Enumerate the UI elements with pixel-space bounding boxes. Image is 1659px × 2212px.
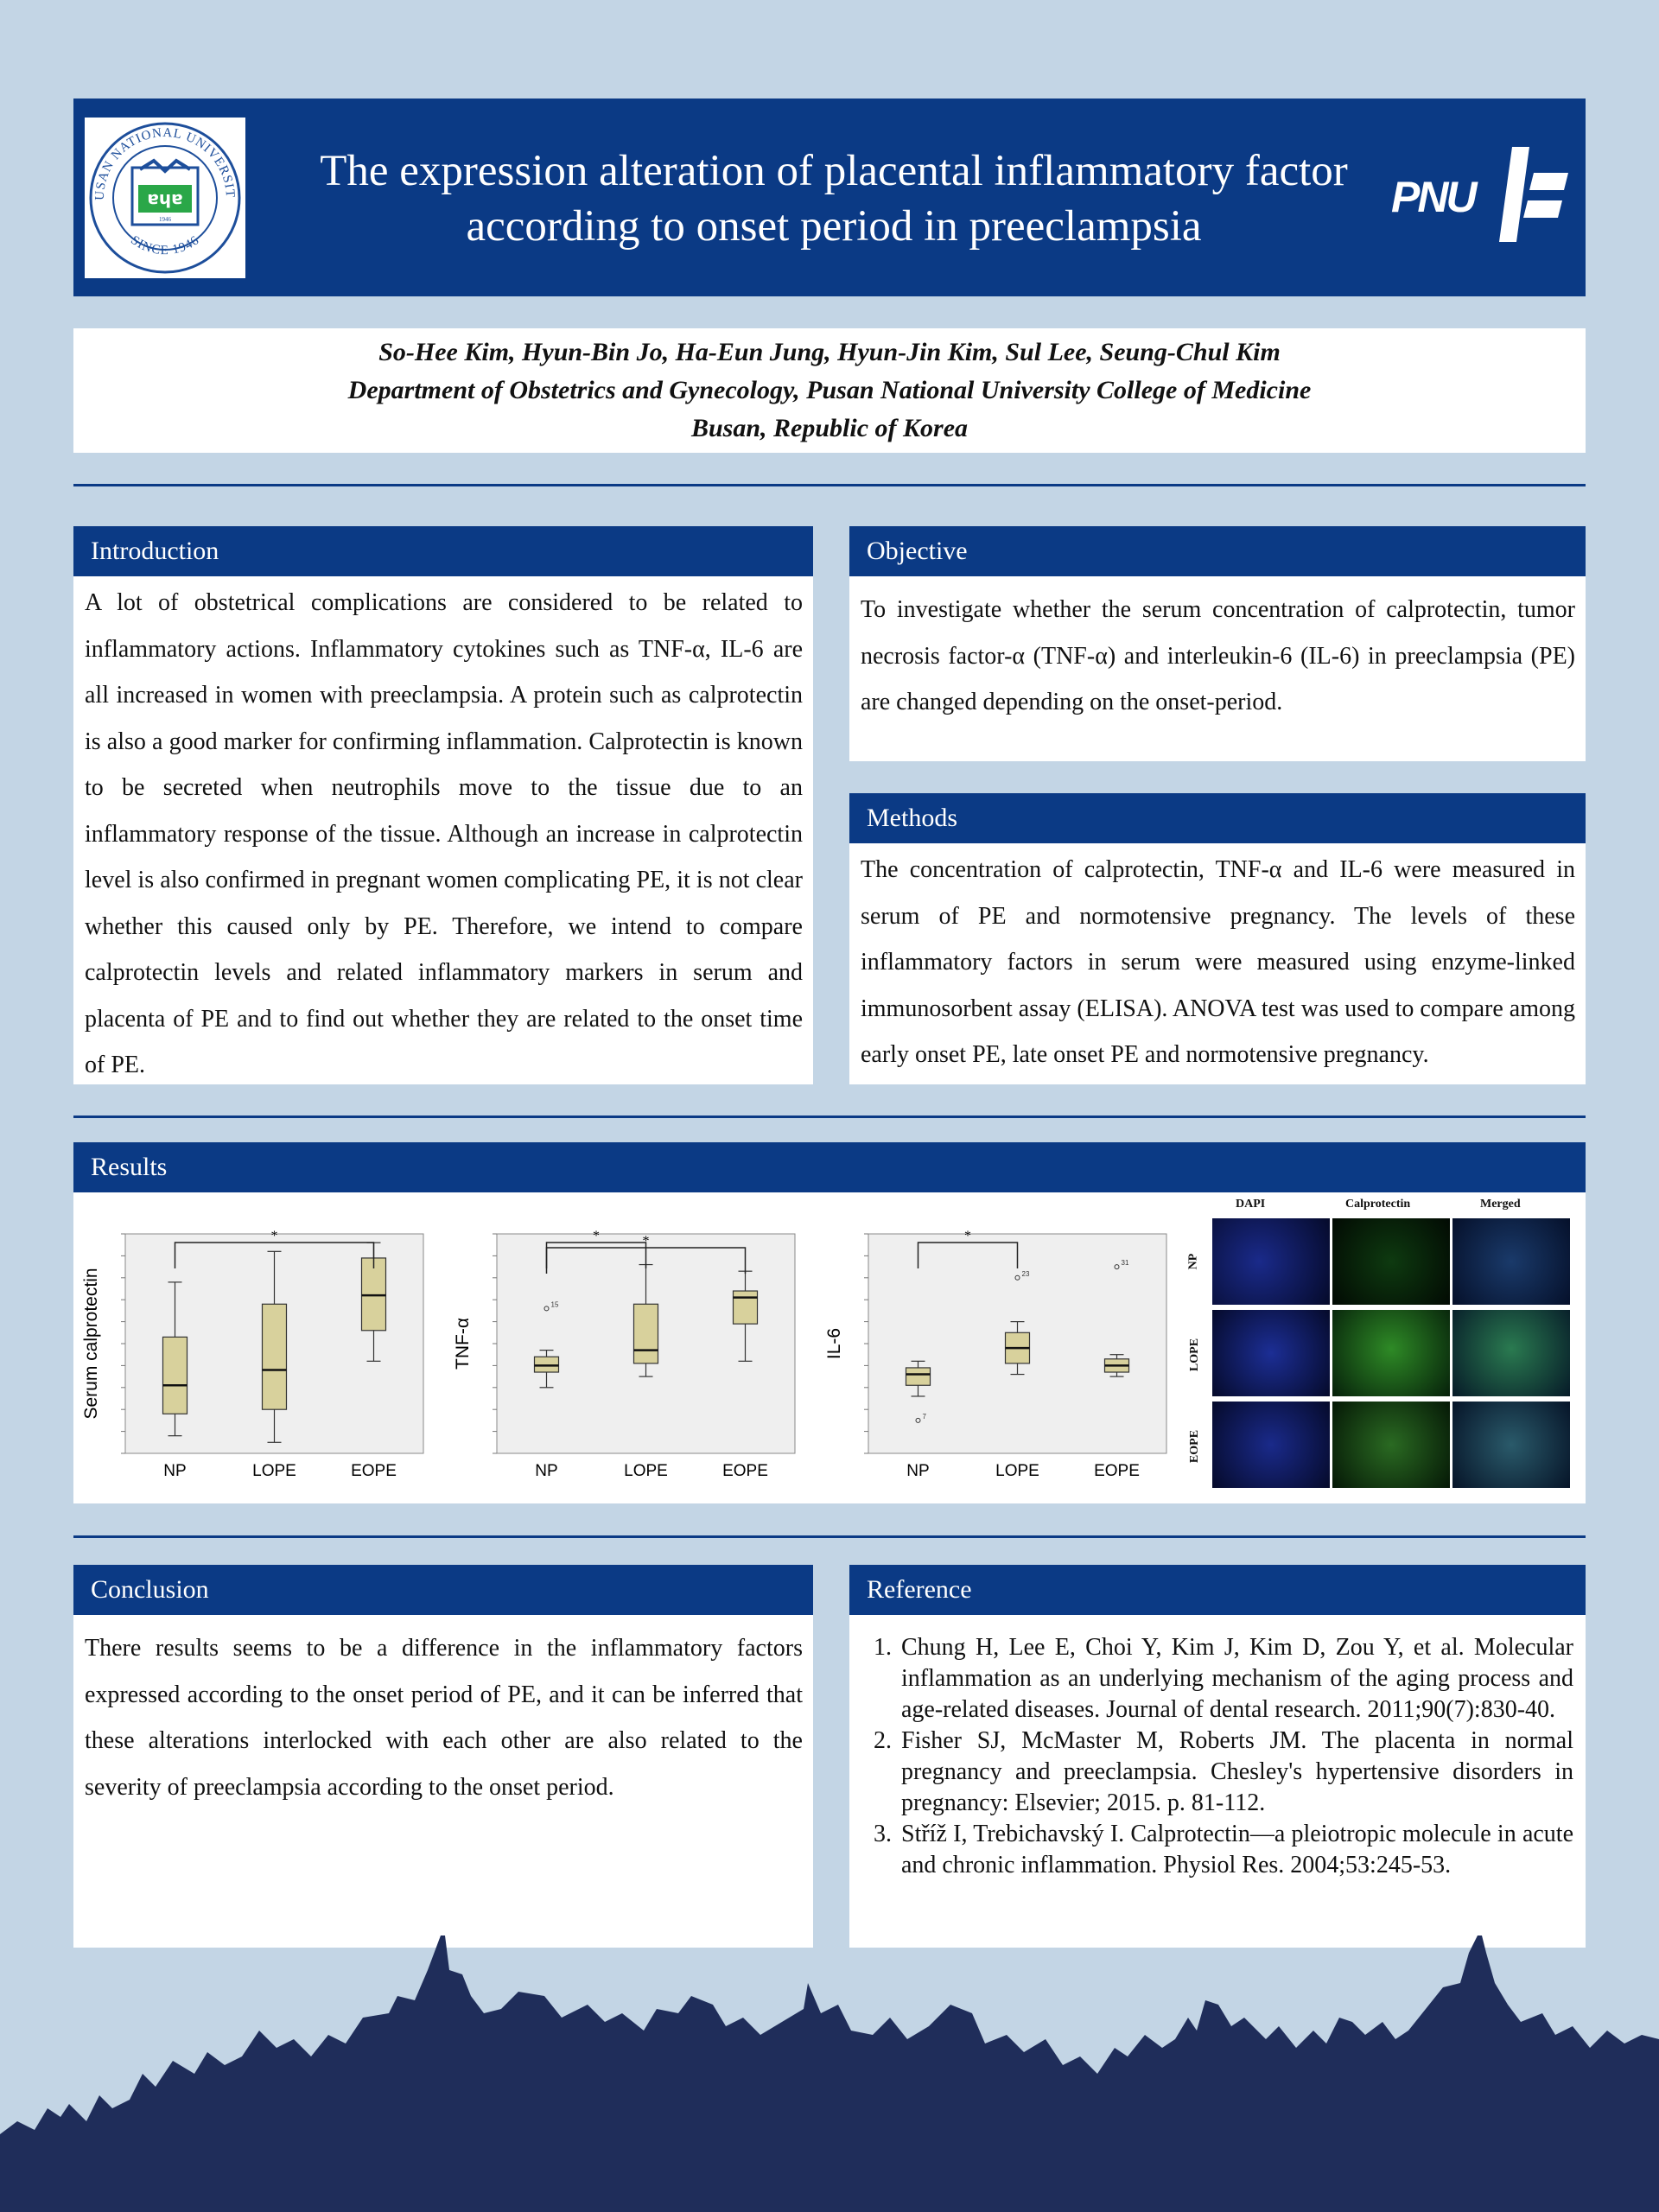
tnf-alpha-chart xyxy=(449,1192,821,1503)
author-names: So-Hee Kim, Hyun-Bin Jo, Ha-Eun Jung, Hyun-Jin Kim, Sul Lee, Seung-Chul Kim xyxy=(378,338,1281,366)
micrograph-eope-calprotectin xyxy=(1332,1402,1450,1488)
methods-panel xyxy=(849,793,1586,1084)
objective-heading: Objective xyxy=(849,526,1586,576)
x-tick-label: EOPE xyxy=(351,1462,397,1480)
svg-text:1946: 1946 xyxy=(159,216,171,223)
y-axis-label: TNF-α xyxy=(453,1318,473,1370)
box-iqr xyxy=(906,1368,931,1385)
micro-col-dapi: DAPI xyxy=(1236,1198,1266,1211)
y-axis-label: Serum calprotectin xyxy=(81,1268,101,1420)
x-tick-label: EOPE xyxy=(1094,1462,1140,1480)
significance-marker: * xyxy=(593,1229,600,1243)
section-divider xyxy=(73,1535,1586,1538)
x-tick-label: LOPE xyxy=(252,1462,296,1480)
svg-text:PUSAN NATIONAL UNIVERSITY: USAN NATIONAL UNIVERSIT xyxy=(92,125,238,201)
x-tick-label: LOPE xyxy=(995,1462,1039,1480)
micro-row-eope: EOPE xyxy=(1188,1429,1202,1464)
micrograph-np-merged xyxy=(1452,1218,1570,1305)
y-axis-label: IL-6 xyxy=(824,1327,844,1360)
micrograph-lope-merged xyxy=(1452,1310,1570,1396)
section-divider xyxy=(73,484,1586,486)
micrograph-eope-merged xyxy=(1452,1402,1570,1488)
significance-marker: * xyxy=(642,1234,650,1249)
section-divider xyxy=(73,1116,1586,1118)
box-iqr xyxy=(362,1258,386,1331)
box-iqr xyxy=(535,1357,559,1372)
pnuh-logo-icon xyxy=(1391,147,1568,242)
micro-row-lope: LOPE xyxy=(1188,1338,1202,1372)
reference-item: 3. Stříž I, Trebichavský I. Calprotectin—a pleiotropic molecule in acute and chronic inflammation. Physiol Res. 2004;53:245-53. xyxy=(898,1819,1573,1881)
results-panel xyxy=(73,1142,1586,1503)
box-iqr xyxy=(263,1304,287,1409)
reference-item: 2. Fisher SJ, McMaster M, Roberts JM. The placenta in normal pregnancy and preeclampsia. Chesley's hypertensive disorders in pregnancy: Elsevier; 2015. p. 81-112. xyxy=(898,1726,1573,1819)
methods-text: The concentration of calprotectin, TNF-α and IL-6 were measured in serum of PE and normotensive pregnancy. The levels of these inflammatory factors in serum were measured using enzyme-linked immunosorbent assay (ELISA). ANOVA test was used to compare among early onset PE, late onset PE and normotensive pregnancy. xyxy=(861,856,1575,1068)
reference-panel xyxy=(849,1565,1586,1948)
micro-col-merged: Merged xyxy=(1480,1198,1521,1211)
pnuh-logo xyxy=(1391,147,1568,242)
x-tick-label: NP xyxy=(163,1462,187,1480)
authors-block xyxy=(73,328,1586,453)
micrograph-np-calprotectin xyxy=(1332,1218,1450,1305)
x-tick-label: LOPE xyxy=(624,1462,668,1480)
reference-heading: Reference xyxy=(849,1565,1586,1615)
university-seal-icon xyxy=(85,118,245,278)
outlier-label: 31 xyxy=(1121,1259,1129,1268)
micrograph-lope-calprotectin xyxy=(1332,1310,1450,1396)
title-line-1: The expression alteration of placental inflammatory factor xyxy=(320,147,1348,195)
reference-item: 1. Chung H, Lee E, Choi Y, Kim J, Kim D, Zou Y, et al. Molecular inflammation as an underlying mechanism of the aging process and age-related diseases. Journal of dental research. 2011;90(7):830-40. xyxy=(898,1632,1573,1726)
outlier-label: 7 xyxy=(922,1412,926,1421)
conclusion-heading: Conclusion xyxy=(73,1565,813,1615)
objective-panel xyxy=(849,526,1586,761)
introduction-heading: Introduction xyxy=(73,526,813,576)
introduction-text: A lot of obstetrical complications are considered to be related to inflammatory actions. Inflammatory cytokines such as TNF-α, IL-6 are all increased in women with preeclampsia. A protein such as calprotectin is also a good marker for confirming inflammation. Calprotectin is known to be secreted when neutrophils move to the tissue due to an inflammatory response of the tissue. Although an increase in calprotectin level is also confirmed in pregnant women complicating PE, it is not clear whether this caused only by PE. Therefore, we intend to compare calprotectin levels and related inflammatory markers in serum and placenta of PE and to find out whether they are related to the onset time of PE. xyxy=(85,589,803,1078)
significance-marker: * xyxy=(964,1229,971,1243)
city-skyline-decoration xyxy=(0,1936,1659,2212)
il6-boxplot xyxy=(821,1192,1192,1503)
objective-text: To investigate whether the serum concentration of calprotectin, tumor necrosis factor-α (TNF-α) and interleukin-6 (IL-6) in preeclampsia (PE) are changed depending on the onset-period. xyxy=(861,596,1575,715)
micro-row-np: NP xyxy=(1186,1253,1200,1270)
author-department: Department of Obstetrics and Gynecology, Pusan National University College of Medicine xyxy=(347,376,1312,404)
x-tick-label: NP xyxy=(535,1462,558,1480)
conclusion-panel xyxy=(73,1565,813,1948)
calprotectin-boxplot xyxy=(78,1192,449,1503)
results-heading: Results xyxy=(73,1142,1586,1192)
micrograph-np-dapi xyxy=(1212,1218,1330,1305)
results-figures xyxy=(73,1192,1586,1503)
tnf-alpha-boxplot xyxy=(449,1192,821,1503)
calprotectin-chart xyxy=(78,1192,449,1503)
svg-text:SINCE 1946: SINCE 1946 xyxy=(128,233,202,258)
university-logo xyxy=(85,118,245,278)
x-tick-label: NP xyxy=(906,1462,930,1480)
immunofluorescence-panel xyxy=(1186,1192,1580,1503)
significance-marker: * xyxy=(270,1229,278,1243)
box-iqr xyxy=(734,1291,758,1324)
outlier-label: 15 xyxy=(550,1300,559,1309)
title-line-2: according to onset period in preeclampsia xyxy=(466,202,1202,251)
box-iqr xyxy=(634,1304,658,1363)
micro-col-calprotectin: Calprotectin xyxy=(1345,1198,1411,1211)
box-iqr xyxy=(163,1337,188,1414)
poster-header xyxy=(73,99,1586,296)
methods-heading: Methods xyxy=(849,793,1586,843)
outlier-label: 23 xyxy=(1021,1269,1030,1278)
il6-chart xyxy=(821,1192,1192,1503)
svg-text:PNU: PNU xyxy=(1391,173,1475,221)
conclusion-text: There results seems to be a difference in the inflammatory factors expressed according to the onset period of PE, and it can be inferred that these alterations interlocked with each other are also related to the severity of preeclampsia according to the onset period. xyxy=(85,1635,803,1801)
micrograph-eope-dapi xyxy=(1212,1402,1330,1488)
poster-title xyxy=(289,143,1378,254)
micrograph-lope-dapi xyxy=(1212,1310,1330,1396)
author-location: Busan, Republic of Korea xyxy=(690,414,969,442)
introduction-panel xyxy=(73,526,813,1084)
x-tick-label: EOPE xyxy=(722,1462,768,1480)
svg-text:ɐɥɐ: ɐɥɐ xyxy=(147,188,183,208)
reference-list xyxy=(849,1615,1586,1881)
